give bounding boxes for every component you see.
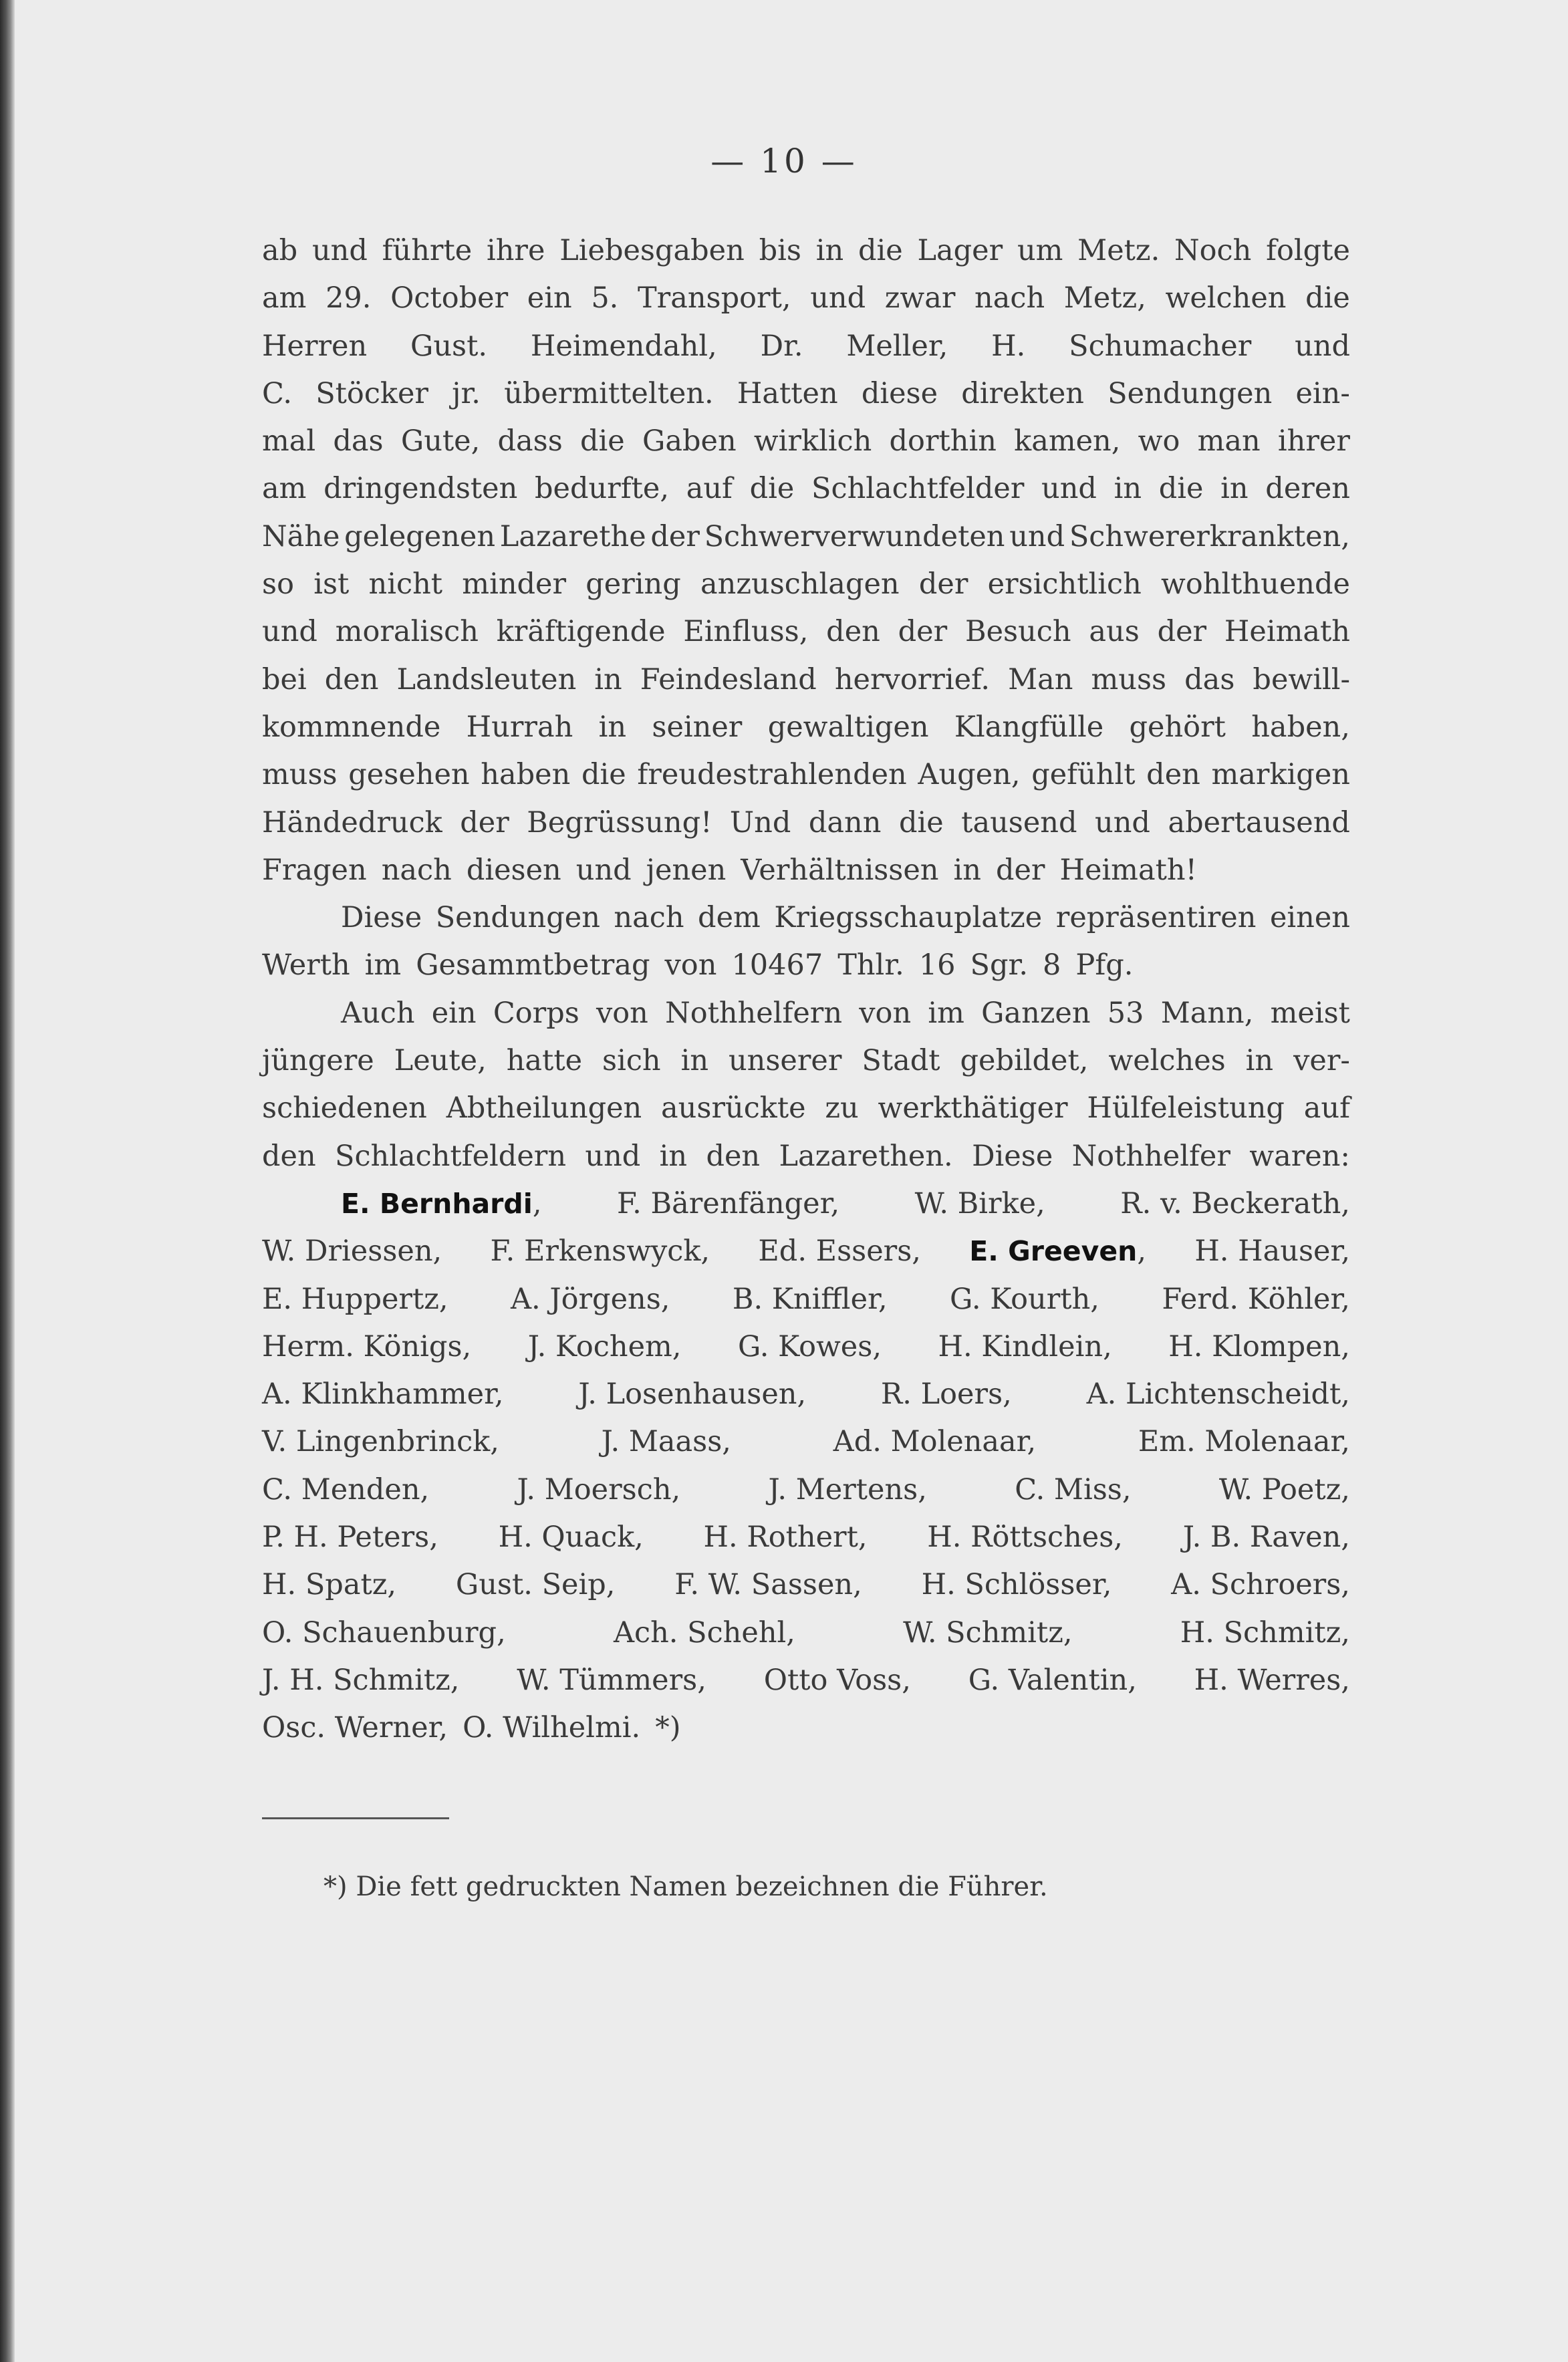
- text-line: [262, 894, 1350, 942]
- name-entry: Ed. Essers,: [758, 1234, 921, 1269]
- word: dringendsten: [323, 472, 518, 506]
- word: Transport,: [637, 281, 791, 315]
- word: Begrüssung!: [527, 805, 712, 839]
- word: kamen,: [1014, 424, 1121, 458]
- word: Gute,: [400, 424, 481, 458]
- word: sich: [602, 1044, 661, 1078]
- name-entry: Gust. Seip,: [455, 1568, 616, 1602]
- text-line: [262, 608, 1350, 656]
- name-entry: B. Kniffler,: [732, 1282, 888, 1316]
- word: in: [1220, 472, 1249, 506]
- word: Fragen: [262, 853, 367, 887]
- word: man: [1197, 424, 1261, 458]
- word: bewill-: [1253, 662, 1350, 696]
- word: werkthätiger: [878, 1091, 1068, 1126]
- word: Lazarethe: [499, 519, 646, 553]
- nothhelfer-names-list: [262, 1180, 1350, 1752]
- name-entry: E. Huppertz,: [262, 1282, 448, 1316]
- word: und: [585, 1139, 641, 1173]
- name-entry: Herm. Königs,: [262, 1329, 472, 1363]
- word: der: [650, 519, 700, 553]
- name-entry: J. Kochem,: [527, 1329, 682, 1363]
- name-entry: R. Loers,: [880, 1377, 1012, 1412]
- word: den: [706, 1139, 761, 1173]
- name-entry: J. B. Raven,: [1182, 1521, 1350, 1555]
- word: Kriegsschauplatze: [774, 901, 1043, 935]
- word: H.: [991, 329, 1026, 363]
- names-line: [262, 1418, 1350, 1466]
- name-entry: W. Birke,: [914, 1186, 1045, 1220]
- word: freudestrahlenden: [637, 758, 907, 792]
- word: Diese: [972, 1139, 1053, 1173]
- word: und: [575, 853, 632, 887]
- name-entry: H. Kindlein,: [938, 1329, 1112, 1363]
- names-line: [262, 1180, 1350, 1228]
- text-line: [262, 275, 1350, 322]
- word: gehört: [1129, 710, 1226, 744]
- name-entry: A. Klinkhammer,: [262, 1377, 504, 1412]
- names-line: [262, 1323, 1350, 1371]
- word: ausrückte: [661, 1091, 806, 1126]
- names-line: [262, 1466, 1350, 1514]
- name-entry: Osc. Werner,: [262, 1711, 448, 1745]
- book-binding-edge: [0, 0, 15, 2362]
- word: die: [581, 758, 626, 792]
- word: im: [364, 948, 402, 982]
- word: im: [928, 996, 964, 1030]
- name-entry: A. Schroers,: [1171, 1568, 1350, 1602]
- text-line: [262, 513, 1350, 561]
- word: den: [262, 1139, 316, 1173]
- word: Corps: [493, 996, 579, 1030]
- word: und: [1295, 329, 1350, 363]
- word: Mann,: [1160, 996, 1254, 1030]
- word: nicht: [368, 567, 443, 602]
- word: gewaltigen: [767, 710, 929, 744]
- name-entry: J. H. Schmitz,: [262, 1663, 460, 1697]
- name-entry: Ach. Schehl,: [613, 1615, 795, 1650]
- word: Metz,: [1063, 281, 1146, 315]
- word: Schlachtfeldern: [335, 1139, 567, 1173]
- word: schiedenen: [262, 1091, 427, 1126]
- word: und: [810, 281, 866, 315]
- names-line: [262, 1228, 1350, 1275]
- word: die: [1158, 472, 1204, 506]
- text-line: [262, 1037, 1350, 1085]
- word: ver-: [1293, 1044, 1350, 1078]
- word: in: [594, 662, 622, 696]
- word: ab: [262, 234, 298, 267]
- names-line: [262, 1704, 1350, 1752]
- word: wo: [1138, 424, 1180, 458]
- word: in: [680, 1044, 709, 1078]
- word: gebildet,: [960, 1044, 1089, 1078]
- word: welchen: [1165, 281, 1287, 315]
- page-number: — 10 —: [710, 142, 858, 180]
- word: jenen: [646, 853, 727, 887]
- word: Abtheilungen: [446, 1091, 642, 1126]
- word: kommnende: [262, 710, 441, 744]
- word: Ganzen: [981, 996, 1091, 1030]
- text-line: [262, 418, 1350, 465]
- word: in: [659, 1139, 688, 1173]
- name-entry: J. Mertens,: [768, 1472, 927, 1506]
- word: Und: [729, 805, 791, 839]
- names-line: [262, 1609, 1350, 1657]
- name-entry: *): [655, 1711, 681, 1745]
- word: wirklich: [753, 424, 872, 458]
- word: meist: [1270, 996, 1350, 1030]
- word: der: [460, 805, 509, 839]
- word: dem: [698, 901, 761, 935]
- word: nach: [614, 901, 684, 935]
- word: Man: [1008, 662, 1073, 696]
- word: Klangfülle: [954, 710, 1104, 744]
- word: Thlr.: [837, 948, 904, 982]
- name-entry: O. Schauenburg,: [262, 1615, 506, 1650]
- word: C.: [262, 376, 293, 410]
- word: der: [1157, 615, 1207, 649]
- word: Nähe: [262, 519, 340, 553]
- word: Heimath: [1224, 615, 1350, 649]
- word: um: [1017, 234, 1063, 267]
- word: mal: [262, 424, 316, 458]
- name-entry: G. Kourth,: [950, 1282, 1099, 1316]
- name-entry: C. Menden,: [262, 1472, 430, 1506]
- word: seiner: [652, 710, 743, 744]
- word: Diese: [341, 901, 422, 935]
- word: 5.: [591, 281, 619, 315]
- name-entry: W. Driessen,: [262, 1234, 442, 1269]
- word: abertausend: [1168, 805, 1350, 839]
- word: Schwererkrankten,: [1069, 519, 1350, 553]
- word: die: [858, 234, 903, 267]
- name-entry: H. Klompen,: [1168, 1329, 1350, 1363]
- word: Heimath!: [1059, 853, 1197, 887]
- word: direkten: [961, 376, 1084, 410]
- name-entry: J. Losenhausen,: [578, 1377, 807, 1412]
- word: Herren: [262, 329, 368, 363]
- word: Nothhelfern: [665, 996, 843, 1030]
- word: die: [580, 424, 625, 458]
- name-entry: G. Valentin,: [968, 1663, 1137, 1697]
- word: gelegenen: [344, 519, 496, 553]
- word: gering: [585, 567, 681, 602]
- word: October: [390, 281, 509, 315]
- word: ersichtlich: [987, 567, 1142, 602]
- word: Schwerverwundeten: [704, 519, 1005, 553]
- word: nach: [974, 281, 1045, 315]
- word: den: [324, 662, 379, 696]
- name-entry: V. Lingenbrinck,: [262, 1425, 499, 1459]
- word: Noch: [1174, 234, 1252, 267]
- text-line: [262, 227, 1350, 275]
- word: die: [749, 472, 795, 506]
- word: Dr.: [760, 329, 803, 363]
- text-line: [262, 1085, 1350, 1132]
- name-entry: F. W. Sassen,: [674, 1568, 862, 1602]
- word: Schlachtfelder: [811, 472, 1025, 506]
- word: diese: [861, 376, 938, 410]
- word: zu: [825, 1091, 859, 1126]
- word: kräftigende: [496, 615, 666, 649]
- word: einen: [1269, 901, 1350, 935]
- word: in: [815, 234, 844, 267]
- name-entry: C. Miss,: [1015, 1472, 1132, 1506]
- word: in: [1245, 1044, 1274, 1078]
- name-entry: W. Poetz,: [1218, 1472, 1350, 1506]
- word: 29.: [325, 281, 372, 315]
- body-text: [262, 227, 1350, 1752]
- footnote-divider: [262, 1817, 449, 1819]
- word: führte: [382, 234, 473, 267]
- word: so: [262, 567, 294, 602]
- leader-name: E. Greeven: [969, 1235, 1138, 1268]
- word: hatte: [506, 1044, 583, 1078]
- word: übermittelten.: [504, 376, 714, 410]
- word: in: [1114, 472, 1142, 506]
- name-entry: Ad. Molenaar,: [833, 1425, 1037, 1459]
- word: moralisch: [335, 615, 479, 649]
- word: in: [953, 853, 981, 887]
- word: ein-: [1295, 376, 1350, 410]
- word: Verhältnissen: [741, 853, 939, 887]
- word: gesehen: [348, 758, 470, 792]
- word: haben,: [1251, 710, 1350, 744]
- name-entry: E. Greeven,: [969, 1234, 1146, 1269]
- word: Stadt: [862, 1044, 940, 1078]
- word: dorthin: [889, 424, 997, 458]
- word: und: [262, 615, 317, 649]
- footnote: *) Die fett gedruckten Namen bezeichnen die Führer.: [323, 1871, 1048, 1902]
- word: ein: [527, 281, 572, 315]
- name-entry: P. H. Peters,: [262, 1521, 438, 1555]
- word: folgte: [1266, 234, 1350, 267]
- word: Metz.: [1077, 234, 1160, 267]
- word: Pfg.: [1075, 948, 1134, 982]
- word: ein: [431, 996, 477, 1030]
- word: Feindesland: [640, 662, 817, 696]
- text-line: [262, 751, 1350, 799]
- word: markigen: [1211, 758, 1350, 792]
- name-entry: A. Jörgens,: [510, 1282, 670, 1316]
- word: hervorrief.: [834, 662, 991, 696]
- word: und: [1009, 519, 1065, 553]
- word: 16: [918, 948, 956, 982]
- name-entry: F. Bärenfänger,: [617, 1186, 840, 1220]
- word: Heimendahl,: [530, 329, 717, 363]
- word: deren: [1265, 472, 1350, 506]
- text-line: [262, 1133, 1350, 1180]
- word: Lazarethen.: [779, 1139, 953, 1173]
- word: das: [1184, 662, 1235, 696]
- word: 53: [1107, 996, 1144, 1030]
- word: Liebesgaben: [559, 234, 745, 267]
- text-line: [262, 656, 1350, 704]
- word: 8: [1043, 948, 1061, 982]
- word: Gaben: [642, 424, 737, 458]
- leader-name: E. Bernhardi: [341, 1187, 533, 1220]
- name-entry: G. Kowes,: [737, 1329, 882, 1363]
- word: die: [1305, 281, 1350, 315]
- name-entry: H. Schmitz,: [1180, 1615, 1350, 1650]
- word: minder: [462, 567, 567, 602]
- word: diesen: [466, 853, 561, 887]
- word: zwar: [884, 281, 956, 315]
- name-entry: H. Werres,: [1194, 1663, 1350, 1697]
- word: ist: [313, 567, 350, 602]
- word: der: [995, 853, 1045, 887]
- word: auf: [1303, 1091, 1350, 1126]
- word: Gesammtbetrag: [416, 948, 650, 982]
- prose-paragraphs: [262, 227, 1350, 1180]
- name-entry: F. Erkenswyck,: [490, 1234, 710, 1269]
- word: Hülfeleistung: [1087, 1091, 1285, 1126]
- word: Gust.: [410, 329, 488, 363]
- names-line: [262, 1514, 1350, 1561]
- word: den: [826, 615, 880, 649]
- word: Meller,: [846, 329, 948, 363]
- word: wohlthuende: [1161, 567, 1350, 602]
- word: Besuch: [964, 615, 1071, 649]
- word: jüngere: [262, 1044, 374, 1078]
- text-line: [262, 323, 1350, 370]
- name-entry: H. Spatz,: [262, 1568, 397, 1602]
- word: nach: [381, 853, 452, 887]
- word: Einfluss,: [683, 615, 809, 649]
- text-line: [262, 799, 1350, 847]
- names-line: [262, 1371, 1350, 1418]
- word: waren:: [1249, 1139, 1350, 1173]
- name-entry: E. Bernhardi,: [341, 1186, 542, 1220]
- word: Sgr.: [970, 948, 1029, 982]
- word: muss: [1091, 662, 1167, 696]
- word: die: [898, 805, 944, 839]
- word: der: [898, 615, 948, 649]
- names-line: [262, 1276, 1350, 1323]
- text-line: [262, 370, 1350, 418]
- name-entry: W. Tümmers,: [517, 1663, 706, 1697]
- word: bis: [759, 234, 801, 267]
- name-entry: J. Maass,: [601, 1425, 731, 1459]
- word: Werth: [262, 948, 350, 982]
- word: von: [859, 996, 912, 1030]
- text-line: [262, 990, 1350, 1037]
- word: Landsleuten: [396, 662, 577, 696]
- word: in: [598, 710, 627, 744]
- name-entry: Otto Voss,: [763, 1663, 911, 1697]
- word: und: [311, 234, 368, 267]
- word: Nothhelfer: [1071, 1139, 1230, 1173]
- word: den: [1146, 758, 1200, 792]
- name-entry: Em. Molenaar,: [1138, 1425, 1350, 1459]
- word: am: [262, 281, 307, 315]
- text-line: [262, 465, 1350, 513]
- word: Hurrah: [466, 710, 573, 744]
- word: dann: [808, 805, 882, 839]
- word: Händedruck: [262, 805, 442, 839]
- word: repräsentiren: [1055, 901, 1257, 935]
- word: Sendungen: [435, 901, 600, 935]
- word: gefühlt: [1031, 758, 1136, 792]
- name-entry: A. Lichtenscheidt,: [1086, 1377, 1350, 1412]
- name-entry: H. Hauser,: [1194, 1234, 1350, 1269]
- word: Sendungen: [1107, 376, 1273, 410]
- name-entry: H. Quack,: [498, 1521, 644, 1555]
- word: bedurfte,: [534, 472, 670, 506]
- word: und: [1041, 472, 1097, 506]
- text-line: [262, 561, 1350, 608]
- word: Lager: [917, 234, 1003, 267]
- name-entry: H. Röttsches,: [927, 1521, 1123, 1555]
- word: jr.: [452, 376, 481, 410]
- text-line: [262, 847, 1350, 894]
- word: anzuschlagen: [700, 567, 900, 602]
- word: ihrer: [1277, 424, 1350, 458]
- word: dass: [497, 424, 563, 458]
- word: aus: [1089, 615, 1140, 649]
- word: am: [262, 472, 307, 506]
- names-line: [262, 1561, 1350, 1609]
- word: und: [1095, 805, 1150, 839]
- word: Hatten: [737, 376, 838, 410]
- word: unserer: [728, 1044, 842, 1078]
- text-line: [262, 942, 1350, 989]
- name-entry: O. Wilhelmi.: [463, 1711, 641, 1745]
- word: muss: [262, 758, 338, 792]
- word: Auch: [341, 996, 415, 1030]
- name-entry: R. v. Beckerath,: [1120, 1186, 1350, 1220]
- name-entry: J. Moersch,: [517, 1472, 681, 1506]
- word: Leute,: [394, 1044, 487, 1078]
- name-entry: W. Schmitz,: [903, 1615, 1073, 1650]
- word: Stöcker: [315, 376, 428, 410]
- name-entry: H. Schlösser,: [921, 1568, 1112, 1602]
- word: Augen,: [918, 758, 1021, 792]
- word: von: [664, 948, 717, 982]
- word: haben: [481, 758, 571, 792]
- word: welches: [1108, 1044, 1226, 1078]
- word: das: [333, 424, 384, 458]
- word: 10467: [731, 948, 823, 982]
- word: auf: [686, 472, 733, 506]
- name-entry: Ferd. Köhler,: [1162, 1282, 1350, 1316]
- names-line: [262, 1657, 1350, 1704]
- word: tausend: [961, 805, 1077, 839]
- word: ihre: [486, 234, 545, 267]
- name-entry: H. Rothert,: [703, 1521, 868, 1555]
- word: der: [918, 567, 968, 602]
- word: bei: [262, 662, 307, 696]
- text-line: [262, 704, 1350, 751]
- word: Schumacher: [1069, 329, 1252, 363]
- word: von: [596, 996, 648, 1030]
